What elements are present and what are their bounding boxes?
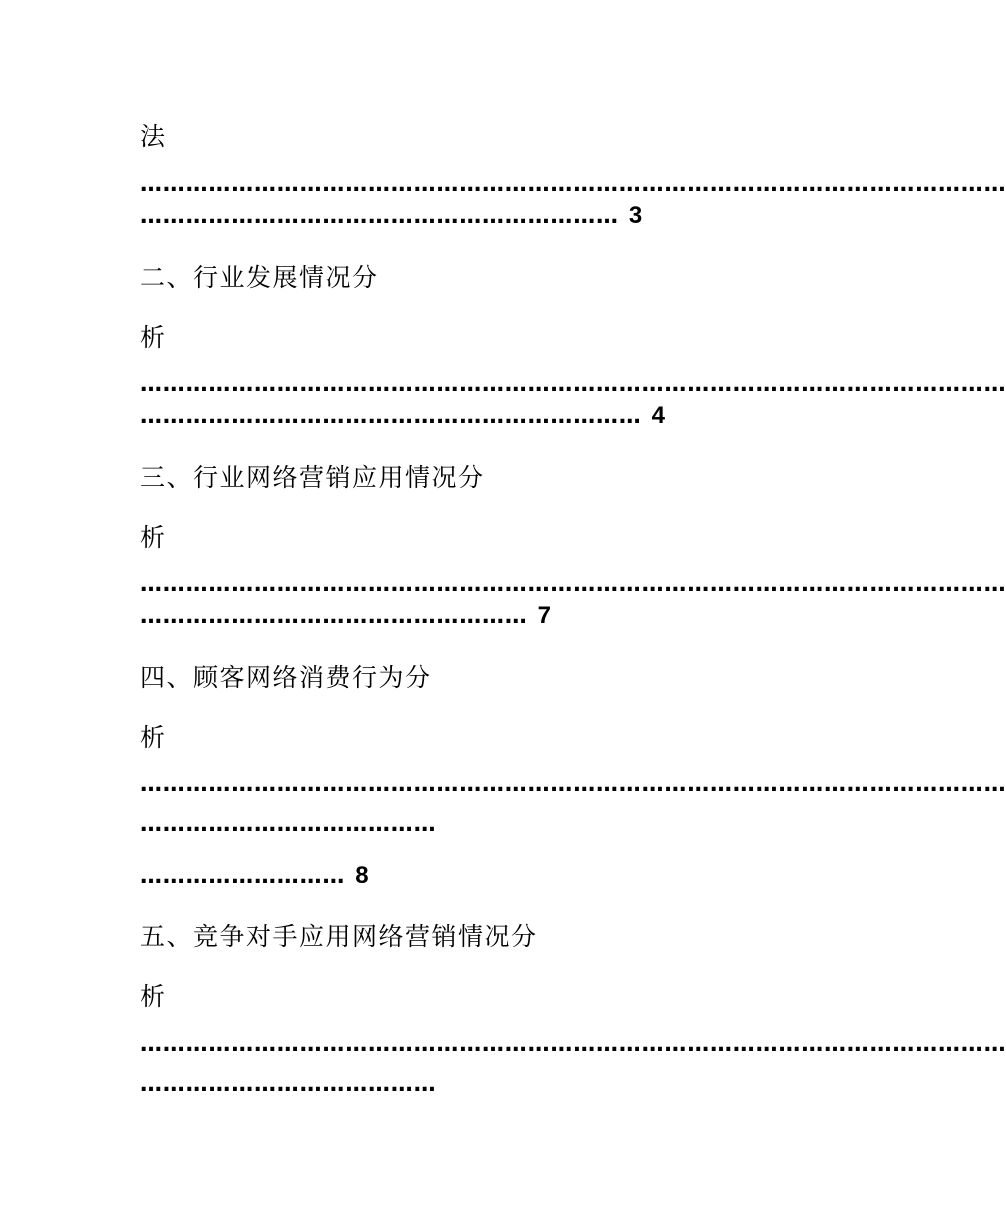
toc-dot-leader: ………………………………… bbox=[140, 1072, 437, 1097]
toc-heading-competitor-marketing[interactable]: 五、竞争对手应用网络营销情况分 bbox=[140, 922, 538, 951]
toc-page-number: 8 bbox=[355, 862, 369, 889]
toc-entry-3-leader[interactable] bbox=[140, 602, 551, 632]
toc-dot-leader: ………………………………………………………… bbox=[140, 404, 642, 429]
toc-dot-leader: …………………………………………… bbox=[140, 604, 528, 629]
toc-heading-network-marketing-application[interactable]: 三、行业网络营销应用情况分 bbox=[140, 463, 485, 492]
toc-heading-industry-development[interactable]: 二、行业发展情况分 bbox=[140, 263, 379, 292]
toc-dot-leader: …………………………………………………………………………………………………… bbox=[140, 572, 1006, 597]
toc-entry-2-leader[interactable] bbox=[140, 402, 665, 432]
toc-heading-customer-behavior[interactable]: 四、顾客网络消费行为分 bbox=[140, 663, 432, 692]
toc-line-method-tail: 法 bbox=[140, 122, 167, 151]
toc-heading-continuation: 析 bbox=[140, 982, 167, 1011]
toc-dot-leader: …………………………………………………………………………………………………… bbox=[140, 1032, 1006, 1057]
toc-entry-1-leader[interactable] bbox=[140, 202, 642, 232]
toc-heading-continuation: 析 bbox=[140, 323, 167, 352]
toc-page-number: 4 bbox=[651, 402, 665, 429]
toc-heading-continuation: 析 bbox=[140, 723, 167, 752]
toc-dot-leader: ……………………… bbox=[140, 864, 346, 889]
toc-dot-leader: ……………………………………………………… bbox=[140, 204, 619, 229]
toc-dot-leader: ………………………………… bbox=[140, 812, 437, 837]
toc-heading-continuation: 析 bbox=[140, 523, 167, 552]
toc-dot-leader: …………………………………………………………………………………………………… bbox=[140, 372, 1006, 397]
toc-dot-leader: …………………………………………………………………………………………………… bbox=[140, 772, 1006, 797]
toc-entry-4-leader[interactable] bbox=[140, 862, 369, 892]
toc-page-number: 7 bbox=[537, 602, 551, 629]
toc-page-number: 3 bbox=[628, 202, 643, 229]
toc-dot-leader: …………………………………………………………………………………………………… bbox=[140, 172, 1006, 197]
